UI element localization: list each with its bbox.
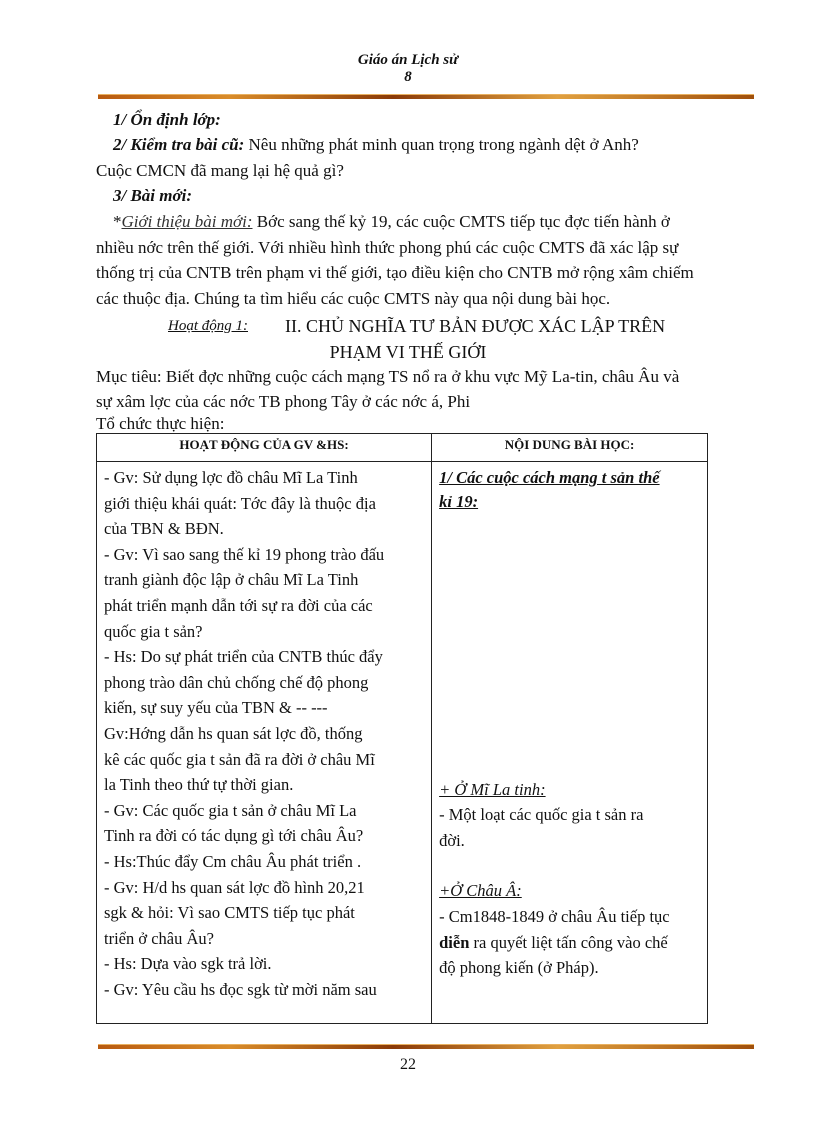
activity-line: - Gv: Các quốc gia t sản ở châu Mĩ La bbox=[104, 800, 357, 820]
intro-line-4: các thuộc địa. Chúng ta tìm hiểu các cuộc CMTS này qua nội dung bài học. bbox=[96, 289, 611, 308]
activity-line: phong trào dân chủ chống chế độ phong bbox=[104, 672, 369, 692]
activity-line: phát triển mạnh dẫn tới sự ra đời của các bbox=[104, 596, 373, 615]
top-divider bbox=[98, 94, 754, 99]
activity-heading-1: II. CHỦ NGHĨA TƯ BẢN ĐƯỢC XÁC LẬP TRÊN bbox=[285, 316, 666, 336]
organization-label: Tổ chức thực hiện: bbox=[96, 414, 225, 433]
content-cell bbox=[432, 462, 708, 1024]
bottom-divider bbox=[98, 1044, 754, 1049]
step-2-continued: Cuộc CMCN đã mang lại hệ quả gì? bbox=[96, 161, 344, 180]
header-number: 8 bbox=[404, 69, 412, 85]
activity-line: la Tinh theo thứ tự thời gian. bbox=[104, 775, 294, 795]
latin-america-line-2: đời. bbox=[439, 831, 465, 850]
europe-line-1: - Cm1848-1849 ở châu Âu tiếp tục bbox=[439, 907, 670, 926]
activity-line: - Gv: Vì sao sang thế kỉ 19 phong trào đấu bbox=[104, 544, 385, 564]
europe-line-2-text: ra quyết liệt tấn công vào chế bbox=[469, 933, 668, 952]
activity-line: - Hs: Dựa vào sgk trả lời. bbox=[104, 954, 272, 974]
step-2-label: 2/ Kiểm tra bài cũ: bbox=[113, 135, 245, 154]
activities-cell bbox=[97, 462, 432, 1024]
europe-line-2 bbox=[439, 933, 668, 953]
sub-europe: +Ở Châu Â: bbox=[439, 881, 522, 900]
activity-line: kê các quốc gia t sản đã ra đời ở châu Mĩ bbox=[104, 749, 375, 769]
intro-label: Giới thiệu bài mới: bbox=[121, 212, 253, 231]
step-2 bbox=[113, 135, 639, 155]
intro-line-1 bbox=[113, 212, 670, 232]
activity-line: - Gv: Yêu cầu hs đọc sgk từ mời năm sau bbox=[104, 980, 377, 999]
activity-line: - Hs:Thúc đẩy Cm châu Âu phát triển . bbox=[104, 852, 362, 871]
latin-america-line-1: - Một loạt các quốc gia t sản ra bbox=[439, 805, 644, 824]
col-header-content: NỘI DUNG BÀI HỌC: bbox=[432, 434, 708, 462]
lesson-table bbox=[96, 433, 708, 1024]
activity-line: - Gv: H/d hs quan sát lợc đồ hình 20,21 bbox=[104, 877, 365, 897]
activity-line: sgk & hỏi: Vì sao CMTS tiếp tục phát bbox=[104, 903, 355, 923]
activity-label: Hoạt động 1: bbox=[168, 318, 248, 334]
step-3: 3/ Bài mới: bbox=[113, 186, 193, 205]
intro-line-2: nhiều nớc trên thế giới. Với nhiều hình thức phong phú các cuộc CMTS đã xác lập sự bbox=[96, 238, 679, 257]
intro-text-1: Bớc sang thế kỷ 19, các cuộc CMTS tiếp tục đợc tiến hành ở bbox=[256, 212, 670, 231]
header-title: Giáo án Lịch sử bbox=[357, 52, 459, 68]
activity-line: quốc gia t sản? bbox=[104, 621, 203, 641]
activity-line: kiến, sự suy yếu của TBN & -- --- bbox=[104, 698, 328, 718]
sub-latin-america-label: + Ở Mĩ La tinh: bbox=[439, 780, 546, 799]
activity-line: giới thiệu khái quát: Tớc đây là thuộc địa bbox=[104, 493, 376, 513]
activity-heading-2: PHẠM VI THẾ GIỚI bbox=[329, 342, 487, 362]
objective-line-2: sự xâm lợc của các nớc TB phong Tây ở các nớc á, Phi bbox=[96, 392, 471, 411]
activity-line: Tinh ra đời có tác dụng gì tới châu Âu? bbox=[104, 826, 364, 846]
intro-star: * bbox=[113, 212, 122, 231]
activity-line: - Gv: Sử dụng lợc đồ châu Mĩ La Tinh bbox=[104, 468, 358, 487]
section-title-1: 1/ Các cuộc cách mạng t sản thế bbox=[439, 468, 660, 487]
europe-bold-word: diễn bbox=[439, 933, 470, 952]
europe-line-3: độ phong kiến (ở Pháp). bbox=[439, 958, 599, 977]
sub-latin-america bbox=[439, 780, 545, 800]
page-number: 22 bbox=[400, 1056, 416, 1073]
intro-line-3: thống trị của CNTB trên phạm vi thế giới, tạo điều kiện cho CNTB mở rộng xâm chiếm bbox=[96, 263, 694, 282]
col-header-activities: HOẠT ĐỘNG CỦA GV &HS: bbox=[97, 434, 432, 462]
activity-line: - Hs: Do sự phát triển của CNTB thúc đẩy bbox=[104, 647, 383, 667]
objective-line-1: Mục tiêu: Biết đợc những cuộc cách mạng TS nổ ra ở khu vực Mỹ La-tin, châu Âu và bbox=[96, 367, 680, 386]
step-2-text: Nêu những phát minh quan trọng trong ngành dệt ở Anh? bbox=[244, 135, 639, 154]
step-1: 1/ Ổn định lớp: bbox=[113, 110, 221, 129]
activity-line: tranh giành độc lập ở châu Mĩ La Tinh bbox=[104, 570, 359, 590]
activity-line: của TBN & BĐN. bbox=[104, 519, 224, 539]
activity-line: Gv:Hớng dẫn hs quan sát lợc đồ, thống bbox=[104, 724, 363, 743]
section-title-2: kỉ 19: bbox=[439, 492, 479, 511]
activity-line: triển ở châu Âu? bbox=[104, 928, 214, 948]
